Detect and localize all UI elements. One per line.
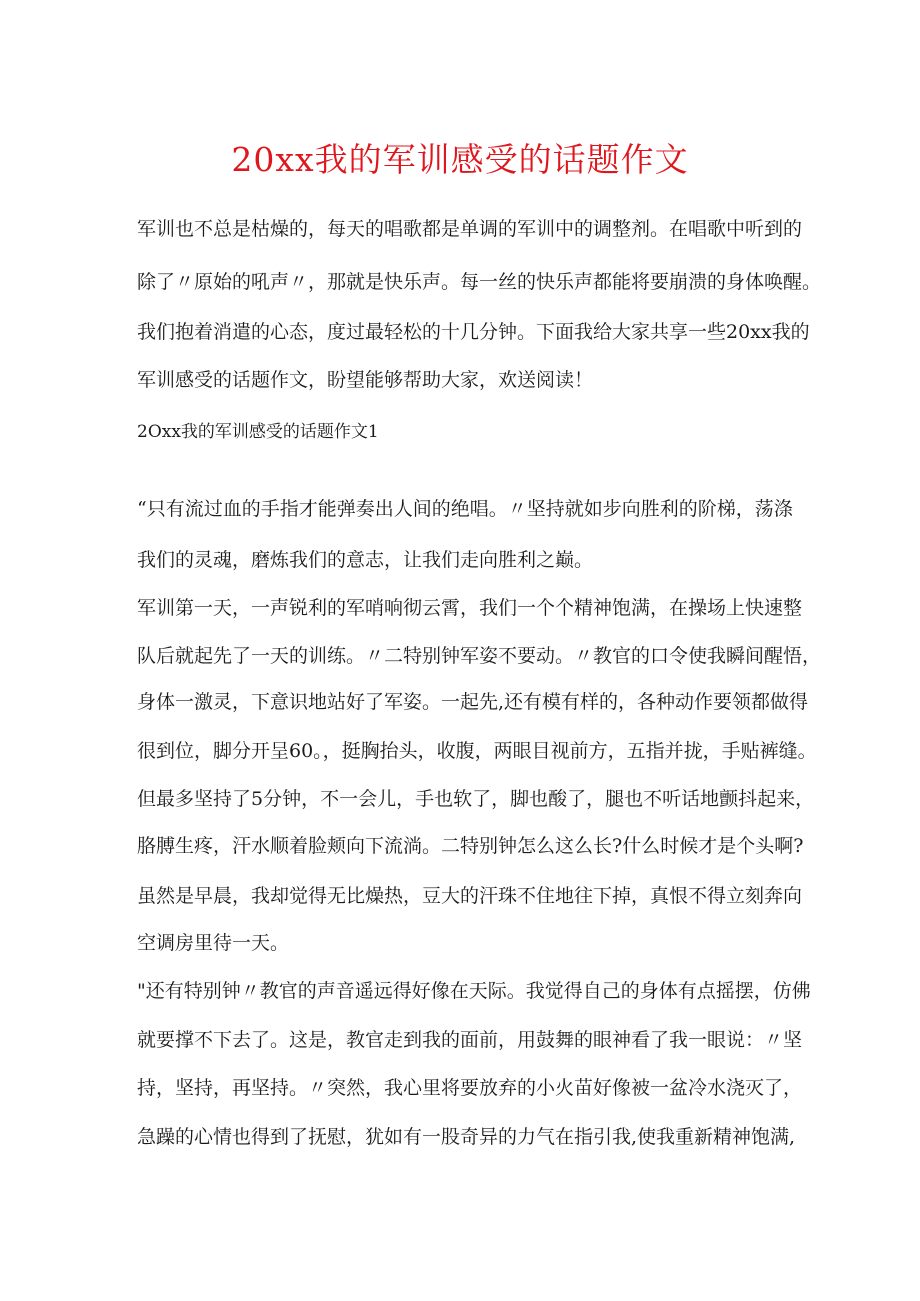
body-line: 空调房里待一天。	[137, 932, 290, 954]
section-heading: 2Oxx我的军训感受的话题作文1	[137, 422, 379, 442]
body-line: 军训第一天，一声锐利的军哨响彻云霄，我们一个个精神饱满，在操场上快速整	[137, 597, 803, 619]
body-line: 持，坚持，再坚持。〃突然，我心里将要放弃的小火苗好像被一盆冷水浇灭了，	[137, 1077, 803, 1099]
intro-line: 我们抱着消遣的心态，度过最轻松的十几分钟。下面我给大家共享一些20xx我的	[137, 321, 810, 343]
body-line: 很到位，脚分开呈60。，挺胸抬头，收腹，两眼目视前方，五指并拢，手贴裤缝。	[137, 740, 817, 762]
body-line: “只有流过血的手指才能弹奏出人间的绝唱。〃坚持就如步向胜利的阶梯，荡涤	[137, 498, 793, 520]
body-line: 队后就起先了一天的训练。〃二特别钟军姿不要动。〃教官的口令使我瞬间醒悟，	[137, 645, 822, 667]
body-line: 身体一激灵，下意识地站好了军姿。一起先,还有模有样的，各种动作要领都做得	[137, 691, 809, 713]
intro-line: 军训也不总是枯燥的，每天的唱歌都是单调的军训中的调整剂。在唱歌中听到的	[137, 218, 803, 240]
intro-line: 除了〃原始的吼声〃，那就是快乐声。每一丝的快乐声都能将要崩溃的身体唤醒。	[137, 271, 822, 293]
body-line: 胳膊生疼，汗水顺着脸颊向下流淌。二特别钟怎么这么长?什么时候才是个头啊?	[137, 835, 804, 857]
body-line: 我们的灵魂，磨炼我们的意志，让我们走向胜利之巅。	[137, 549, 594, 571]
body-line: 但最多坚持了5分钟，不一会儿，手也软了，脚也酸了，腿也不听话地颤抖起来，	[137, 788, 815, 810]
document-title: 20xx我的军训感受的话题作文	[231, 140, 689, 179]
body-line: 就要撑不下去了。这是，教官走到我的面前，用鼓舞的眼神看了我一眼说：〃坚	[137, 1029, 803, 1051]
intro-line: 军训感受的话题作文，盼望能够帮助大家，欢送阅读！	[137, 369, 594, 391]
body-line: 虽然是早晨，我却觉得无比燥热，豆大的汗珠不住地往下掉，真恨不得立刻奔向	[137, 885, 803, 907]
body-line: 急躁的心情也得到了抚慰，犹如有一股奇异的力气在指引我,使我重新精神饱满,	[137, 1126, 796, 1148]
body-line: "还有特别钟〃教官的声音遥远得好像在天际。我觉得自己的身体有点摇摆，仿佛	[137, 980, 811, 1002]
